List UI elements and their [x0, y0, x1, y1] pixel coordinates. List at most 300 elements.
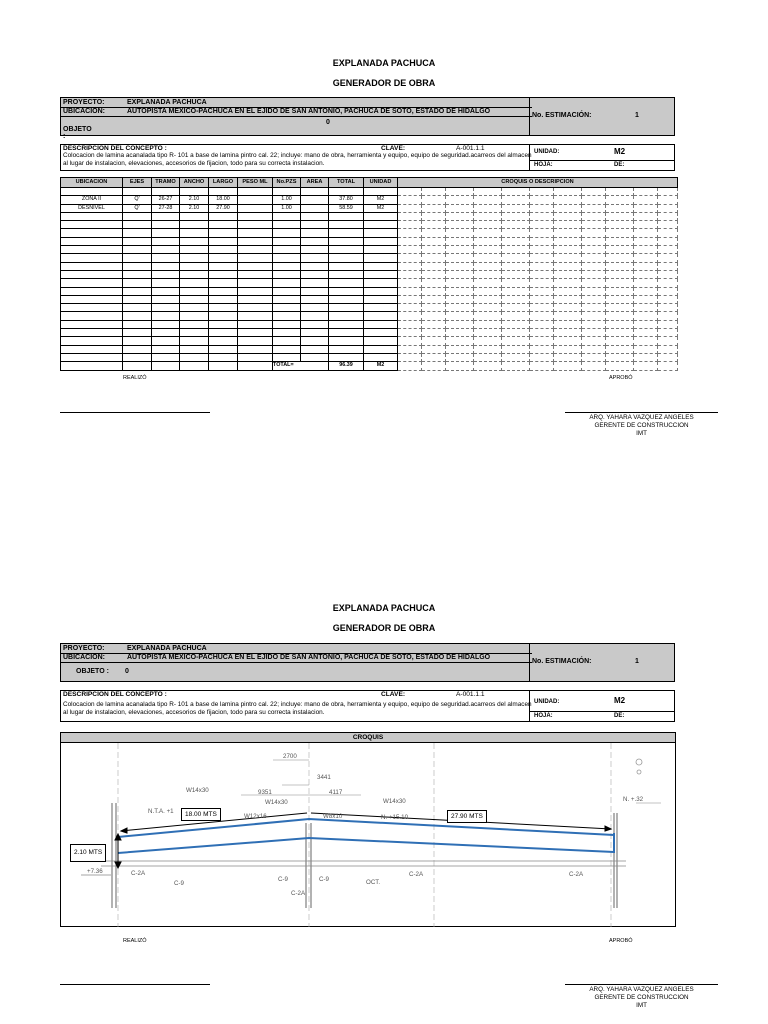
croquis-cell — [474, 196, 502, 204]
table-cell — [61, 304, 123, 312]
croquis-cell — [530, 353, 554, 361]
table-row — [61, 229, 678, 237]
table-row — [61, 204, 678, 212]
level-label: N.T.A. +1 — [148, 808, 174, 815]
croquis-cell — [422, 254, 446, 262]
table-cell — [180, 246, 209, 254]
table-cell — [123, 279, 152, 287]
croquis-cell — [554, 362, 582, 370]
croquis-cell — [658, 262, 678, 270]
table-cell — [152, 337, 180, 345]
croquis-cell — [446, 312, 474, 320]
croquis-cell — [446, 254, 474, 262]
croquis-cell — [554, 237, 582, 245]
ubicacion-label: UBICACION: — [63, 654, 105, 661]
croquis-cell — [582, 337, 606, 345]
croquis-cell — [502, 212, 530, 220]
croquis-cell — [474, 337, 502, 345]
croquis-cell — [422, 212, 446, 220]
table-cell — [61, 353, 123, 361]
table-cell — [152, 362, 180, 370]
croquis-cell — [530, 362, 554, 370]
unidad-label: UNIDAD: — [534, 699, 560, 705]
croquis-cell — [398, 262, 422, 270]
divider — [61, 116, 532, 117]
beam-label: W14x30 — [383, 798, 406, 805]
table-cell — [61, 295, 123, 303]
table-cell — [273, 262, 301, 270]
croquis-cell — [422, 279, 446, 287]
table-cell — [364, 229, 398, 237]
table-cell — [301, 246, 329, 254]
estimacion-cell — [529, 98, 674, 135]
ubicacion-label: UBICACION: — [63, 108, 105, 115]
page2-aprobo-label: APROBÓ — [609, 938, 633, 944]
unidad-value: M2 — [614, 696, 626, 705]
croquis-cell — [446, 229, 474, 237]
croquis-cell — [422, 196, 446, 204]
croquis-cell — [530, 212, 554, 220]
table-cell — [364, 312, 398, 320]
length-label-279: 27.90 MTS — [447, 810, 487, 823]
table-cell — [123, 212, 152, 220]
table-cell — [61, 329, 123, 337]
croquis-cell — [502, 287, 530, 295]
table-cell — [123, 221, 152, 229]
table-cell — [273, 337, 301, 345]
table-cell — [364, 279, 398, 287]
table-cell — [273, 237, 301, 245]
table-cell — [364, 212, 398, 220]
table-cell — [238, 212, 273, 220]
table-row — [61, 287, 678, 295]
clave-label: CLAVE: — [381, 145, 406, 152]
croquis-cell — [398, 229, 422, 237]
table-cell: ZONA II — [61, 196, 123, 204]
col-ubicacion: UBICACION — [61, 178, 123, 188]
croquis-cell — [554, 212, 582, 220]
table-cell — [273, 188, 301, 196]
croquis-cell — [446, 304, 474, 312]
croquis-cell — [446, 246, 474, 254]
croquis-cell — [658, 229, 678, 237]
croquis-cell — [554, 312, 582, 320]
croquis-cell — [474, 188, 502, 196]
croquis-cell — [554, 196, 582, 204]
table-cell — [61, 221, 123, 229]
page2-concept-block — [60, 690, 675, 722]
table-cell — [209, 188, 238, 196]
approver-name: ARQ. YAHARA VAZQUEZ ANGELES — [589, 414, 694, 421]
croquis-cell — [446, 204, 474, 212]
croquis-cell — [658, 312, 678, 320]
table-cell — [238, 345, 273, 353]
croquis-cell — [446, 287, 474, 295]
croquis-cell — [658, 353, 678, 361]
croquis-cell — [606, 254, 634, 262]
croquis-cell — [502, 362, 530, 370]
croquis-cell — [658, 212, 678, 220]
croquis-cell — [582, 353, 606, 361]
croquis-cell — [606, 362, 634, 370]
table-cell — [152, 345, 180, 353]
table-cell — [180, 229, 209, 237]
table-cell — [209, 362, 238, 370]
beam-label: W14x30 — [265, 799, 288, 806]
croquis-cell — [398, 287, 422, 295]
croquis-cell — [530, 312, 554, 320]
col-pzs: No.PZS — [273, 178, 301, 188]
croquis-cell — [582, 295, 606, 303]
croquis-cell — [502, 221, 530, 229]
croquis-cell — [582, 345, 606, 353]
ubicacion-value: AUTOPISTA MEXICO-PACHUCA EN EL EJIDO DE SAN ANTONIO, PACHUCA DE SOTO, ESTADO DE HIDALGO — [127, 108, 491, 115]
croquis-cell — [502, 270, 530, 278]
table-cell — [123, 246, 152, 254]
croquis-cell — [634, 353, 658, 361]
croquis-cell — [634, 295, 658, 303]
croquis-cell — [422, 337, 446, 345]
croquis-cell — [554, 204, 582, 212]
table-cell — [61, 279, 123, 287]
concept-block — [60, 144, 675, 171]
table-cell: 18.00 — [209, 196, 238, 204]
approver-name: ARQ. YAHARA VAZQUEZ ANGELES — [589, 986, 694, 993]
clave-value: A-001.1.1 — [456, 691, 485, 698]
table-cell: 1.00 — [273, 196, 301, 204]
croquis-cell — [554, 345, 582, 353]
croquis-cell — [474, 262, 502, 270]
croquis-cell — [634, 287, 658, 295]
table-cell — [238, 196, 273, 204]
table-cell — [61, 229, 123, 237]
table-cell — [301, 262, 329, 270]
table-cell — [180, 304, 209, 312]
column-label: C-2A — [131, 870, 146, 877]
table-cell — [238, 353, 273, 361]
table-cell — [238, 329, 273, 337]
total-value: 96.39 — [329, 362, 364, 370]
table-cell: 2.10 — [180, 204, 209, 212]
croquis-cell — [446, 337, 474, 345]
table-row — [61, 304, 678, 312]
objeto-value: 0 — [125, 668, 129, 675]
table-cell — [364, 262, 398, 270]
croquis-cell — [554, 337, 582, 345]
table-cell — [238, 246, 273, 254]
croquis-cell — [502, 304, 530, 312]
croquis-cell — [446, 279, 474, 287]
table-row — [61, 221, 678, 229]
table-row — [61, 246, 678, 254]
table-cell — [329, 279, 364, 287]
croquis-cell — [474, 237, 502, 245]
table-cell — [152, 188, 180, 196]
table-cell — [152, 312, 180, 320]
estimacion-value: 1 — [635, 112, 639, 119]
table-cell — [61, 270, 123, 278]
croquis-cell — [634, 329, 658, 337]
table-cell — [180, 337, 209, 345]
table-cell — [364, 188, 398, 196]
table-cell — [273, 270, 301, 278]
croquis-cell — [422, 246, 446, 254]
croquis-cell — [530, 345, 554, 353]
croquis-cell — [582, 262, 606, 270]
table-cell — [329, 254, 364, 262]
croquis-cell — [554, 329, 582, 337]
objeto-value: 0 — [326, 119, 330, 126]
table-cell — [61, 212, 123, 220]
croquis-cell — [422, 237, 446, 245]
dim-3441: 3441 — [317, 774, 331, 781]
table-cell — [61, 312, 123, 320]
table-cell — [180, 188, 209, 196]
table-cell — [209, 246, 238, 254]
table-header-row — [61, 178, 678, 188]
croquis-cell — [634, 246, 658, 254]
croquis-cell — [634, 212, 658, 220]
croquis-cell — [502, 237, 530, 245]
table-cell — [61, 254, 123, 262]
croquis-cell — [398, 279, 422, 287]
table-cell — [209, 353, 238, 361]
table-cell — [123, 229, 152, 237]
table-cell — [61, 320, 123, 328]
estimacion-cell — [529, 644, 674, 681]
croquis-cell — [502, 246, 530, 254]
table-cell — [209, 345, 238, 353]
table-cell — [301, 320, 329, 328]
de-label: DE: — [614, 713, 625, 719]
table-cell — [329, 329, 364, 337]
croquis-cell — [658, 295, 678, 303]
drawing-labels — [87, 753, 644, 897]
croquis-cell — [606, 270, 634, 278]
page2-approver-block — [565, 986, 718, 1010]
objeto-label: OBJETO : — [76, 668, 109, 675]
croquis-cell — [474, 345, 502, 353]
croquis-cell — [502, 345, 530, 353]
table-cell: Q' — [123, 204, 152, 212]
table-cell — [180, 329, 209, 337]
column-label: C-9 — [174, 880, 184, 887]
croquis-cell — [658, 254, 678, 262]
croquis-cell — [502, 320, 530, 328]
table-cell — [152, 295, 180, 303]
table-cell — [61, 345, 123, 353]
table-cell — [180, 262, 209, 270]
dimension-lines — [241, 760, 661, 803]
croquis-cell — [446, 362, 474, 370]
estimacion-label: No. ESTIMACIÓN: — [532, 112, 592, 119]
desc-label: DESCRIPCION DEL CONCEPTO : — [63, 145, 167, 152]
croquis-cell — [658, 279, 678, 287]
croquis-cell — [658, 221, 678, 229]
table-cell — [209, 212, 238, 220]
croquis-cell — [582, 329, 606, 337]
column-label: C-9 — [319, 876, 329, 883]
table-cell — [301, 329, 329, 337]
croquis-cell — [582, 237, 606, 245]
table-cell — [238, 204, 273, 212]
croquis-cell — [658, 270, 678, 278]
croquis-cell — [554, 270, 582, 278]
table-cell — [364, 270, 398, 278]
croquis-cell — [530, 221, 554, 229]
croquis-cell — [446, 295, 474, 303]
table-cell — [123, 254, 152, 262]
croquis-cell — [634, 312, 658, 320]
table-cell — [238, 262, 273, 270]
ubicacion-value: AUTOPISTA MEXICO-PACHUCA EN EL EJIDO DE SAN ANTONIO, PACHUCA DE SOTO, ESTADO DE HIDALGO — [127, 654, 491, 661]
croquis-cell — [530, 279, 554, 287]
croquis-cell — [606, 237, 634, 245]
table-cell — [364, 237, 398, 245]
table-row — [61, 353, 678, 361]
project-block — [60, 97, 675, 140]
table-cell — [301, 337, 329, 345]
croquis-cell — [398, 270, 422, 278]
proyecto-value: EXPLANADA PACHUCA — [127, 99, 207, 106]
croquis-cell — [658, 287, 678, 295]
table-cell — [123, 237, 152, 245]
croquis-cell — [554, 304, 582, 312]
estimacion-label: No. ESTIMACIÓN: — [532, 658, 592, 665]
table-cell — [273, 320, 301, 328]
table-row — [61, 295, 678, 303]
table-cell — [273, 279, 301, 287]
croquis-cell — [398, 353, 422, 361]
clave-value: A-001.1.1 — [456, 145, 485, 152]
table-cell — [209, 229, 238, 237]
table-row — [61, 279, 678, 287]
table-cell — [329, 320, 364, 328]
croquis-cell — [606, 304, 634, 312]
table-cell — [152, 353, 180, 361]
croquis-cell — [474, 353, 502, 361]
table-cell — [238, 237, 273, 245]
table-cell — [209, 287, 238, 295]
croquis-cell — [502, 279, 530, 287]
table-cell: 1.00 — [273, 204, 301, 212]
table-cell — [329, 304, 364, 312]
table-cell — [209, 262, 238, 270]
croquis-cell — [606, 320, 634, 328]
approver-role: GERENTE DE CONSTRUCCION — [594, 994, 689, 1001]
croquis-cell — [422, 204, 446, 212]
approver-block — [565, 414, 718, 438]
table-cell — [152, 304, 180, 312]
lower-beams — [81, 861, 626, 875]
structural-drawing — [61, 743, 675, 927]
concept-text: Colocacion de lamina acanalada tipo R- 101 a base de lamina pintro cal. 22; incluye: mano de obra, herramienta y equipo, equipo de seguridad.acarreos del almacen al lugar de instalacion, elevaciones, accesorios de fijacion, todo para su correcta instalacion. — [63, 701, 532, 716]
signature-line-right — [565, 984, 718, 985]
table-cell — [273, 329, 301, 337]
croquis-cell — [634, 188, 658, 196]
croquis-cell — [606, 279, 634, 287]
table-cell — [329, 262, 364, 270]
aprobo-label: APROBÓ — [609, 375, 633, 381]
table-cell — [123, 262, 152, 270]
table-cell — [61, 337, 123, 345]
table-cell: 27.90 — [209, 204, 238, 212]
table-cell — [123, 295, 152, 303]
table-cell — [61, 287, 123, 295]
croquis-cell — [606, 262, 634, 270]
croquis-cell — [474, 279, 502, 287]
table-row — [61, 337, 678, 345]
croquis-cell — [474, 329, 502, 337]
croquis-cell — [606, 204, 634, 212]
croquis-cell — [658, 188, 678, 196]
croquis-cell — [398, 312, 422, 320]
table-cell: M2 — [364, 204, 398, 212]
croquis-cell — [474, 212, 502, 220]
table-cell — [152, 221, 180, 229]
table-cell — [209, 237, 238, 245]
croquis-cell — [422, 229, 446, 237]
hoja-label: HOJA: — [534, 713, 553, 719]
table-cell — [209, 312, 238, 320]
croquis-cell — [502, 329, 530, 337]
table-cell — [364, 254, 398, 262]
col-croquis: CROQUIS O DESCRIPCION — [398, 178, 678, 188]
croquis-cell — [422, 353, 446, 361]
table-cell — [329, 246, 364, 254]
approver-org: IMT — [636, 430, 647, 437]
page-subtitle: GENERADOR DE OBRA — [332, 78, 436, 88]
generator-table — [60, 177, 678, 371]
croquis-cell — [474, 270, 502, 278]
table-cell — [301, 229, 329, 237]
table-cell — [273, 212, 301, 220]
page2-title: EXPLANADA PACHUCA — [332, 603, 436, 613]
table-cell — [364, 287, 398, 295]
croquis-cell — [422, 345, 446, 353]
page2-realizo-label: REALIZÓ — [123, 938, 147, 944]
table-cell — [301, 196, 329, 204]
croquis-cell — [502, 204, 530, 212]
table-row — [61, 362, 678, 370]
croquis-cell — [530, 196, 554, 204]
table-cell — [209, 254, 238, 262]
signature-line-right — [565, 412, 718, 413]
table-cell — [238, 320, 273, 328]
croquis-cell — [634, 270, 658, 278]
table-cell: DESNIVEL — [61, 204, 123, 212]
table-cell — [273, 221, 301, 229]
croquis-cell — [446, 188, 474, 196]
de-label: DE: — [614, 162, 625, 168]
croquis-cell — [530, 254, 554, 262]
table-cell — [329, 237, 364, 245]
croquis-cell — [634, 237, 658, 245]
croquis-cell — [474, 312, 502, 320]
unidad-cell — [529, 691, 674, 721]
table-cell — [364, 221, 398, 229]
table-cell — [273, 312, 301, 320]
croquis-cell — [422, 329, 446, 337]
table-cell — [238, 362, 273, 370]
table-cell — [273, 246, 301, 254]
table-cell — [329, 312, 364, 320]
croquis-cell — [658, 204, 678, 212]
croquis-cell — [502, 295, 530, 303]
croquis-cell — [582, 312, 606, 320]
croquis-cell — [502, 312, 530, 320]
croquis-cell — [446, 353, 474, 361]
